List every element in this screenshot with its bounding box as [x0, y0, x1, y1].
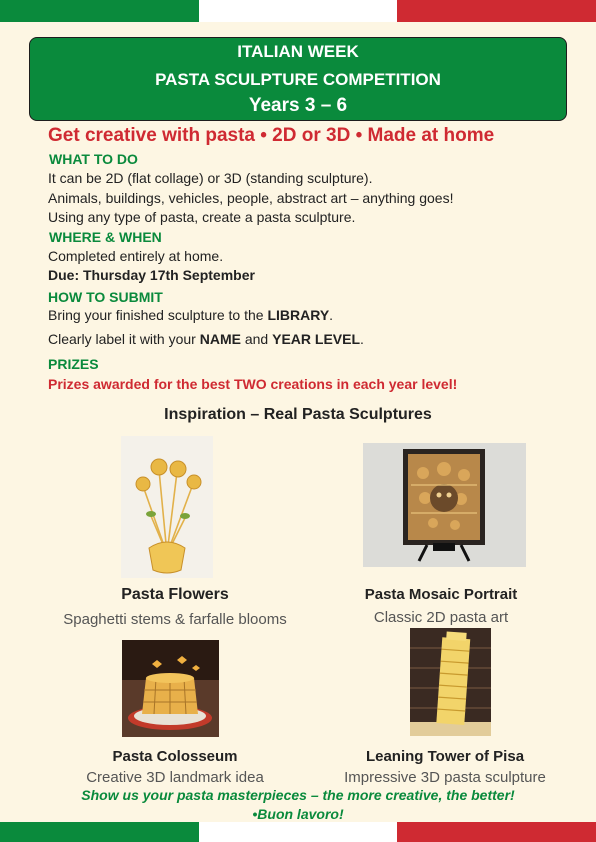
banner-line-1: ITALIAN WEEK	[237, 42, 359, 61]
library-text: LIBRARY	[267, 307, 330, 323]
italian-flag-top-stripe	[0, 0, 596, 22]
banner-line-2: PASTA SCULPTURE COMPETITION	[155, 70, 441, 89]
footer-line-2: •Buon lavoro!	[252, 806, 344, 822]
leaning-tower-photo	[410, 628, 491, 736]
due-date: Due: Thursday 17th September	[48, 267, 255, 283]
footer-line-1: Show us your pasta masterpieces – the more creative, the better!	[81, 787, 515, 803]
leaning-tower-title: Leaning Tower of Pisa	[365, 748, 525, 765]
italian-flag-bottom-stripe	[0, 822, 596, 842]
pasta-mosaic-title: Pasta Mosaic Portrait	[364, 586, 518, 603]
pasta-colosseum-subtitle: Creative 3D landmark idea	[86, 769, 264, 786]
submit-line-1-text: Bring your finished sculpture to the	[48, 307, 268, 323]
what-line-2: Animals, buildings, vehicles, people, abstract art – anything goes!	[48, 190, 454, 206]
pasta-colosseum-title: Pasta Colosseum	[112, 748, 238, 765]
submit-line-1-end: .	[329, 307, 334, 323]
submit-line-2-end: .	[360, 331, 364, 347]
leaning-tower-subtitle: Impressive 3D pasta sculpture	[344, 769, 546, 786]
year-level-text: YEAR LEVEL	[272, 331, 361, 347]
where-when-heading: WHERE & WHEN	[49, 229, 162, 245]
pasta-mosaic-subtitle: Classic 2D pasta art	[373, 609, 509, 626]
pasta-flowers-title: Pasta Flowers	[121, 586, 229, 603]
how-to-submit-heading: HOW TO SUBMIT	[48, 289, 163, 305]
inspiration-title: Inspiration – Real Pasta Sculptures	[164, 406, 432, 423]
what-line-1: It can be 2D (flat collage) or 3D (standing sculpture).	[48, 170, 373, 186]
tagline: Get creative with pasta • 2D or 3D • Made at home	[48, 125, 495, 146]
submit-line-2	[48, 331, 364, 347]
what-line-3: Using any type of pasta, create a pasta sculpture.	[48, 209, 356, 225]
banner-line-3: Years 3 – 6	[248, 95, 348, 116]
submit-line-2-mid: and	[240, 331, 273, 347]
submit-line-1	[48, 307, 333, 323]
what-to-do-heading: WHAT TO DO	[49, 151, 138, 167]
title-banner	[29, 37, 567, 121]
pasta-colosseum-photo	[122, 640, 219, 737]
pasta-flowers-photo	[121, 436, 213, 578]
pasta-mosaic-photo	[363, 443, 526, 567]
where-line-1: Completed entirely at home.	[48, 248, 224, 264]
prizes-heading: PRIZES	[48, 356, 99, 372]
pasta-flowers-subtitle: Spaghetti stems & farfalle blooms	[63, 611, 287, 628]
name-text: NAME	[199, 331, 241, 347]
submit-line-2-text: Clearly label it with your	[48, 331, 200, 347]
prizes-text: Prizes awarded for the best TWO creations in each year level!	[48, 376, 458, 392]
